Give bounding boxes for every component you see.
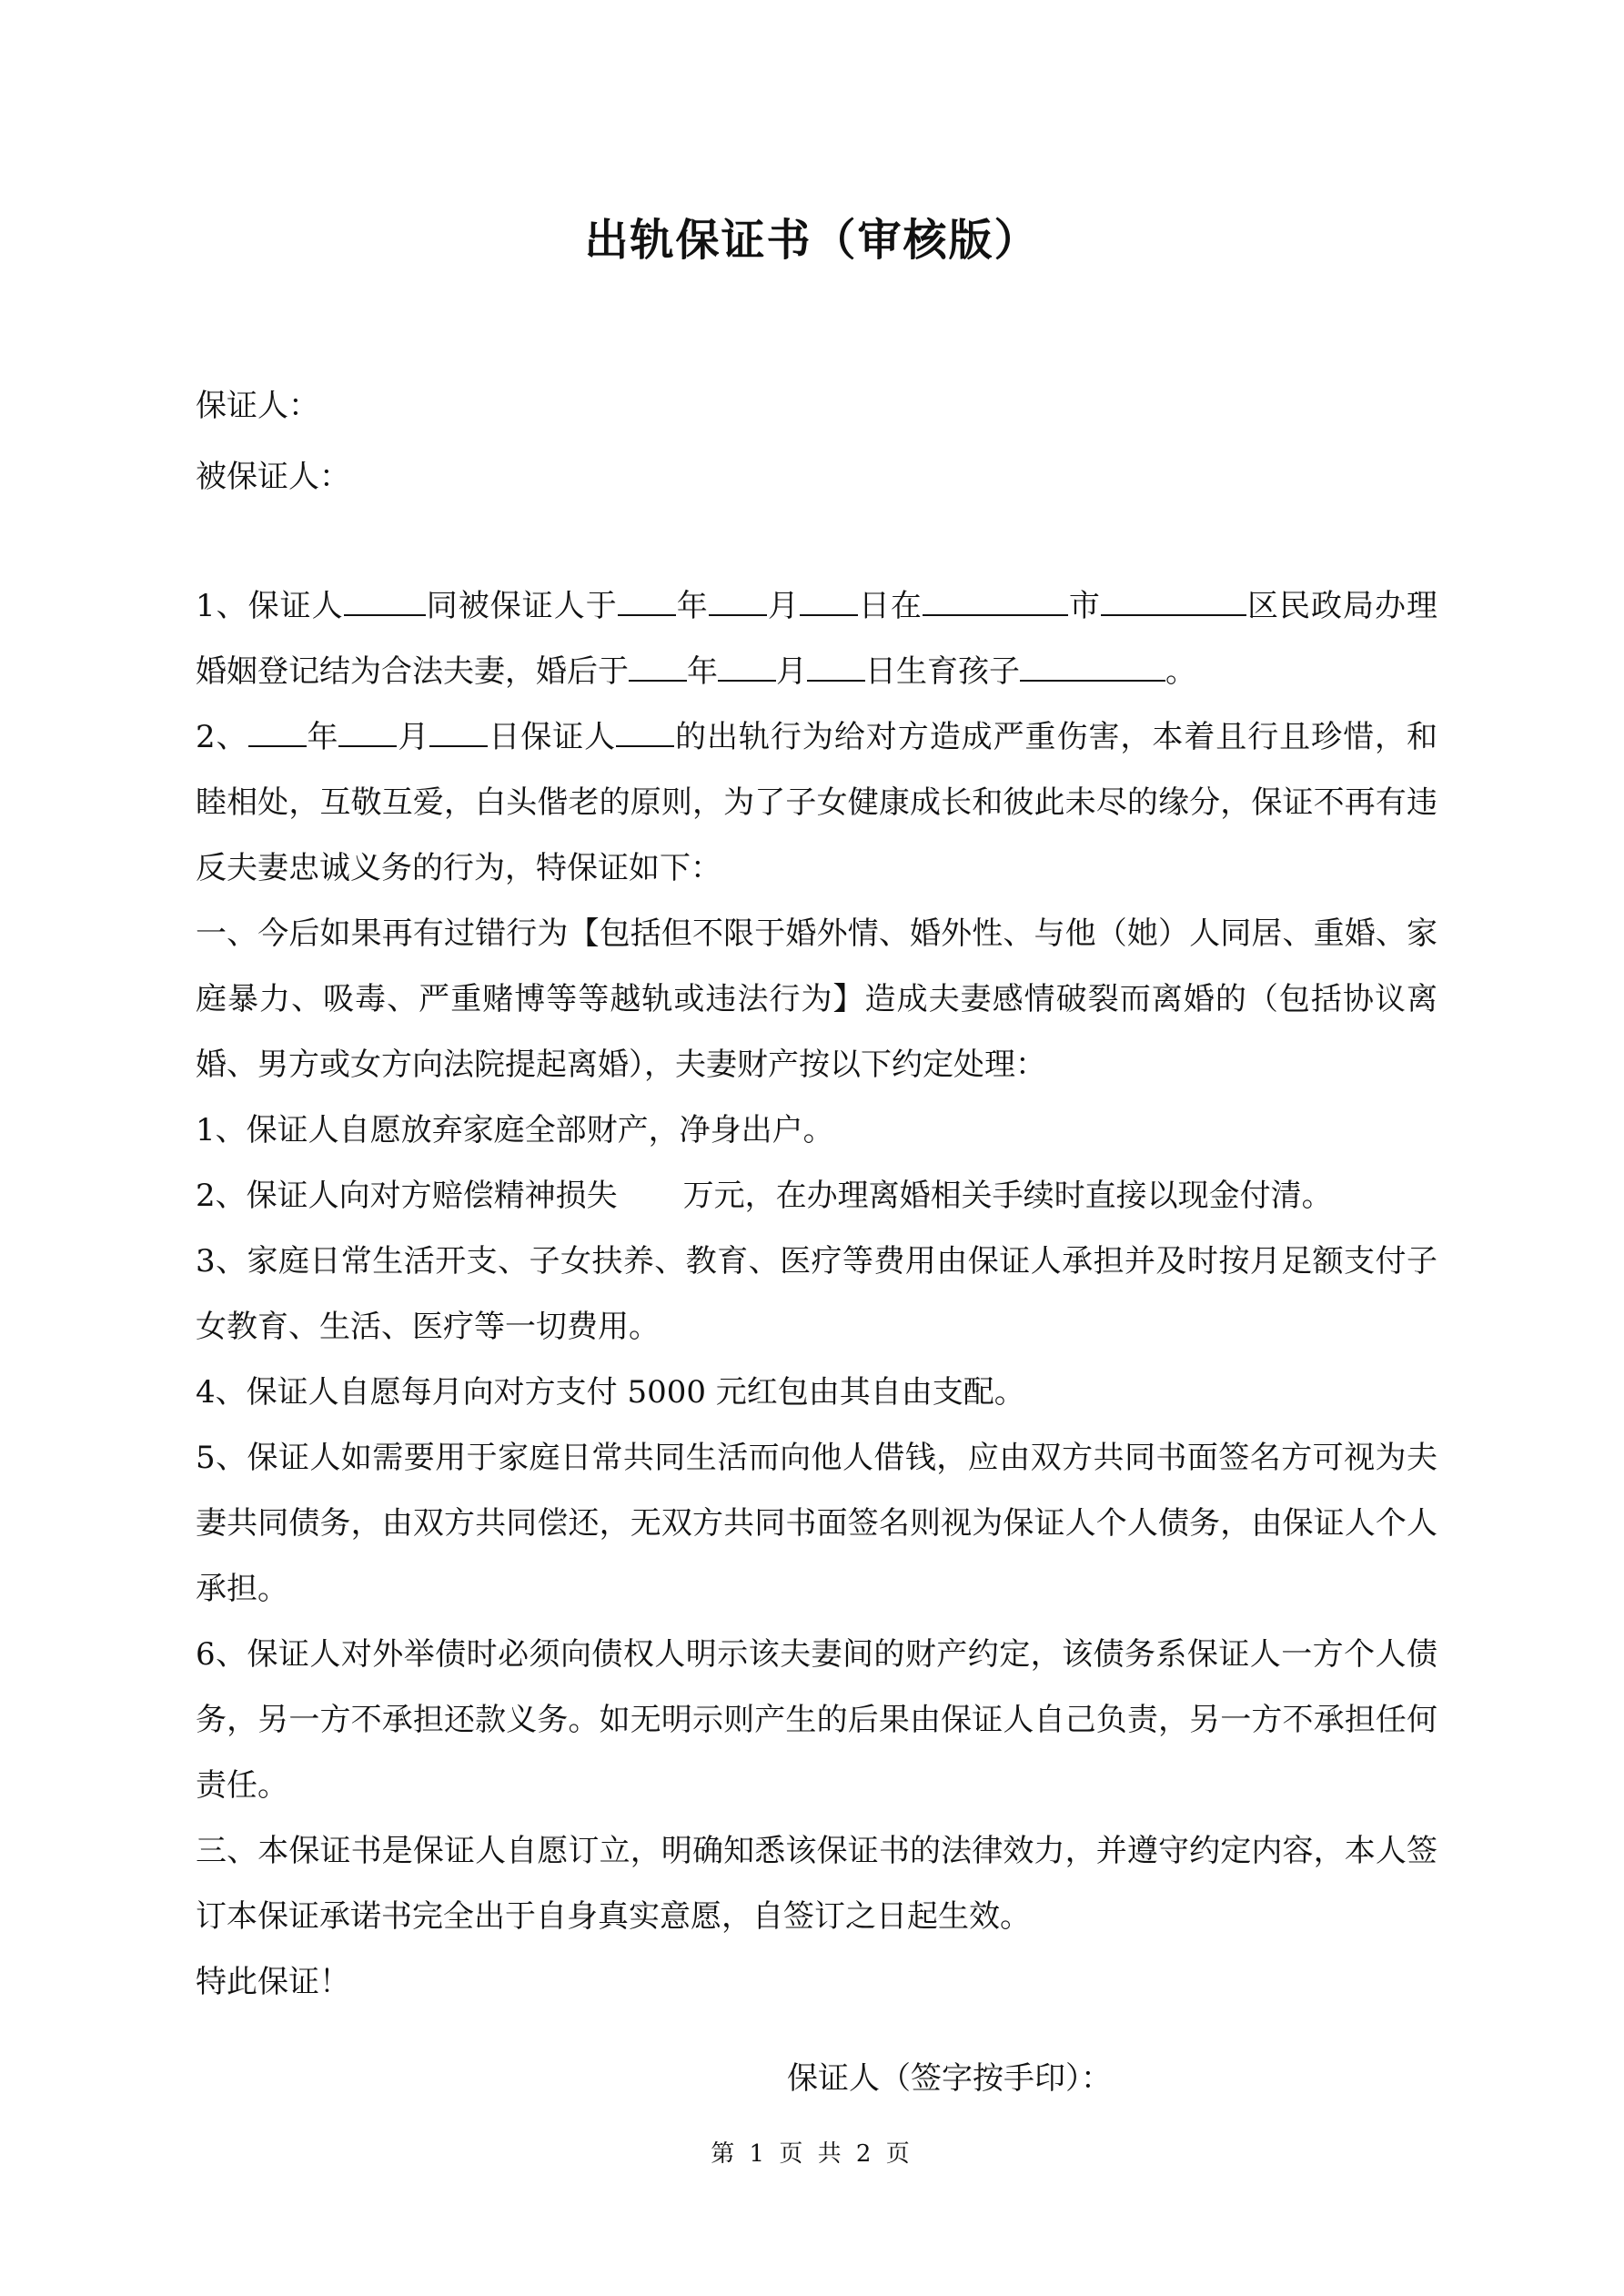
guarantor-name-blank[interactable] bbox=[344, 583, 426, 616]
item-6: 6、保证人对外举债时必须向债权人明示该夫妻间的财产约定，该债务系保证人一方个人债务，另一方不承担还款义务。如无明示则产生的后果由保证人自己负责，另一方不承担任何责任。 bbox=[196, 1636, 1437, 1804]
item-1: 1、保证人自愿放弃家庭全部财产，净身出户。 bbox=[196, 1112, 834, 1148]
item-3: 3、家庭日常生活开支、子女扶养、教育、医疗等费用由保证人承担并及时按月足额支付子女教育、生活、医疗等一切费用。 bbox=[196, 1243, 1437, 1345]
birth-year-blank[interactable] bbox=[629, 649, 687, 682]
guarantor-label: 保证人： bbox=[196, 388, 319, 424]
incident-day-blank[interactable] bbox=[429, 714, 488, 747]
page-title: 出轨保证书（审核版） bbox=[584, 215, 1040, 266]
city-blank[interactable] bbox=[923, 583, 1068, 616]
incident-guarantor-blank[interactable] bbox=[616, 714, 674, 747]
year-blank[interactable] bbox=[618, 583, 676, 616]
clause-1: 1、保证人 同被保证人于 年 月 日在 市 区民政局办理婚姻登记结为合法夫妻，婚后于 年 月 日生育孩子 。 bbox=[196, 573, 1437, 704]
birth-day-blank[interactable] bbox=[807, 649, 865, 682]
district-blank[interactable] bbox=[1101, 583, 1246, 616]
signature-label: 保证人（签字按手印）： bbox=[787, 2060, 1112, 2097]
section-1: 一、今后如果再有过错行为【包括但不限于婚外情、婚外性、与他（她）人同居、重婚、家庭暴力、吸毒、严重赌博等等越轨或违法行为】造成夫妻感情破裂而离婚的（包括协议离婚、男方或女方向法院提起离婚），夫妻财产按以下约定处理： bbox=[196, 915, 1437, 1083]
item-5: 5、保证人如需要用于家庭日常共同生活而向他人借钱，应由双方共同书面签名方可视为夫妻共同债务，由双方共同偿还，无双方共同书面签名则视为保证人个人债务，由保证人个人承担。 bbox=[196, 1440, 1437, 1607]
guaranteed-label: 被保证人： bbox=[196, 459, 350, 495]
section-3: 三、本保证书是保证人自愿订立，明确知悉该保证书的法律效力，并遵守约定内容，本人签订本保证承诺书完全出于自身真实意愿，自签订之日起生效。 bbox=[196, 1833, 1437, 1935]
item-4: 4、保证人自愿每月向对方支付 5000 元红包由其自由支配。 bbox=[196, 1374, 1025, 1411]
child-name-blank[interactable] bbox=[1020, 649, 1165, 682]
clause-2: 2、 年 月 日保证人 的出轨行为给对方造成严重伤害，本着且行且珍惜，和睦相处，互敬互爱，白头偕老的原则，为了子女健康成长和彼此未尽的缘分，保证不再有违反夫妻忠诚义务的行为，特保证如下： bbox=[196, 704, 1437, 901]
page-footer: 第 1 页 共 2 页 bbox=[711, 2140, 913, 2168]
incident-month-blank[interactable] bbox=[338, 714, 397, 747]
item-2: 2、保证人向对方赔偿精神损失 万元，在办理离婚相关手续时直接以现金付清。 bbox=[196, 1178, 1333, 1214]
day-blank[interactable] bbox=[800, 583, 858, 616]
birth-month-blank[interactable] bbox=[718, 649, 776, 682]
month-blank[interactable] bbox=[709, 583, 767, 616]
incident-year-blank[interactable] bbox=[248, 714, 307, 747]
document-body bbox=[196, 573, 1437, 2015]
closing-text: 特此保证！ bbox=[196, 1964, 350, 2000]
